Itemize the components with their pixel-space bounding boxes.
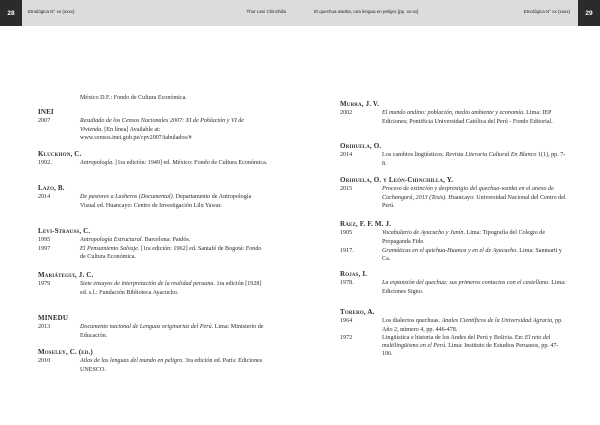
bib-reference: Lingüística e historia de los Andes del Perú y Bolivia. En: El reto del multilingüismo en el Perú. Lima: Instituto de Estudios Peruanos, pp. 47-106.: [382, 334, 559, 358]
bib-author: Levi-Strauss, C.: [38, 227, 91, 235]
bib-item: [340, 317, 568, 334]
left-header-author: Thor Lexi Chinchilla: [246, 9, 286, 14]
bib-author: INEI: [38, 108, 54, 116]
bib-reference: Documento nacional de Lenguas originarias del Perú. Lima: Ministerio de Educación.: [80, 324, 264, 339]
bib-author: Lazo, B.: [38, 184, 65, 192]
bib-entry: [340, 220, 568, 263]
bib-item: [340, 151, 568, 168]
bib-reference: De pastores a Lasheros (Documental). Departamento de Antropología Visual ed. Huancayo: Centro de Investigación Lilu Yawar.: [80, 194, 252, 209]
bib-entry: [38, 227, 268, 261]
bib-item: [340, 334, 568, 359]
bib-author: MINEDU: [38, 314, 69, 322]
bib-item: [38, 117, 268, 142]
bib-year: 2014: [38, 194, 51, 201]
bib-reference: Atlas de las lenguas del mundo en peligro. 3ra edición ed. París: Ediciones UNESCO.: [80, 358, 263, 373]
bib-author: Moseley, C. (ed.): [38, 348, 93, 356]
bib-year: 1992.: [38, 160, 52, 167]
bib-reference: La expansión del quechua: sus primeros contactos con el castellano. Lima: Ediciones Signo.: [382, 280, 566, 295]
bib-author: Kluckhon, C.: [38, 150, 82, 158]
bib-item: [38, 159, 268, 167]
bib-entry: [340, 270, 568, 296]
bib-item: [340, 247, 568, 264]
bib-item: [38, 236, 268, 244]
bib-entry: [38, 184, 268, 210]
bib-reference: Resultado de los Censos Nacionales 2007: XI de Población y VI de Vivienda. [En línea] Available at: www.censos.inei.gob.pe/cpv2007/tabulados/#: [80, 118, 244, 141]
bib-year: 2013: [38, 324, 51, 331]
continuation-line: [38, 94, 310, 102]
bib-year: 2007: [38, 118, 51, 125]
bib-reference: Antropología. [1ra edición: 1949] ed. México: Fondo de Cultura Económica.: [80, 160, 268, 167]
left-header-journal: Etnológica N° xx (xxxx): [28, 9, 75, 14]
right-page: [300, 0, 600, 425]
bib-item: [340, 279, 568, 296]
bib-year: 1995: [38, 237, 51, 244]
bib-year: 1964: [340, 318, 353, 325]
bib-entry: [340, 308, 568, 359]
continuation-text: México D.F.: Fondo de Cultura Económica.: [80, 95, 187, 101]
right-page-header: [300, 0, 600, 26]
left-page-number: 28: [0, 0, 22, 26]
bib-item: [340, 109, 568, 126]
bib-entry: [38, 271, 268, 297]
right-header-journal: Etnológica N° xx (xxxx): [523, 9, 570, 14]
bib-item: [38, 280, 268, 297]
bib-year: 2014: [340, 152, 353, 159]
bib-reference: Proceso de extinción y desprestigio del quechua-wanka en el anexo de Cochangará, 2013 (Tesis). Huancayo: Universidad Nacional del Centro del Perú.: [382, 186, 566, 209]
bib-year: 1978.: [340, 280, 354, 287]
bib-reference: El Pensamiento Salvaje. [1ra edición: 1962] ed. Santafé de Bogotá: Fondo de Cultura Económica.: [80, 245, 262, 260]
bib-entry: [38, 348, 268, 374]
bib-year: 1917.: [340, 247, 354, 254]
right-page-number: 29: [578, 0, 600, 26]
bib-item: [38, 193, 268, 210]
bib-author: Orihuela, O. y León-Chinchilla, Y.: [340, 176, 454, 184]
bib-reference: Los dialectos quechuas. Anales Científicos de la Universidad Agraria, pp. Año 2, número 4, pp. 446-478.: [382, 318, 563, 333]
bib-author: Torero, A.: [340, 308, 375, 316]
bib-year: 2015: [340, 186, 353, 193]
bib-item: [38, 323, 268, 340]
left-page-header: [0, 0, 300, 26]
bib-reference: Gramáticas en el quichua-Huanca y en el de Ayacucho. Lima: Sanmarti y Ca.: [382, 247, 562, 263]
bib-item: [340, 185, 568, 210]
bib-entry: [340, 142, 568, 168]
bib-year: 1972: [340, 334, 353, 341]
bib-year: 2002: [340, 110, 353, 117]
bib-year: 1997: [38, 245, 51, 252]
bib-reference: Vocabulario de Ayacucho y Junín. Lima: Tipografía del Colegio de Propaganda Fide.: [382, 230, 546, 245]
bib-year: 1905: [340, 230, 353, 237]
bib-item: [38, 357, 268, 374]
bib-entry: [340, 100, 568, 126]
bib-item: [340, 229, 568, 246]
bib-author: Rojas, I.: [340, 270, 368, 278]
bib-author: Mariátegui, J. C.: [38, 271, 94, 279]
right-header-title: El quechua wanka, una lengua en peligro [pp. xx-xx]: [314, 9, 419, 14]
bib-year: 2010: [38, 358, 51, 365]
bib-reference: El mundo andino: población, medio ambiente y economía. Lima: IEP Ediciones; Pontificia Universidad Católica del Perú - Fondo Editorial.: [382, 110, 553, 125]
bib-author: Murra, J. V.: [340, 100, 380, 108]
bib-year: 1979: [38, 281, 51, 288]
bib-entry: [38, 150, 268, 168]
bib-reference: Los cambios lingüísticos. Revista Literaria Cultural En Blanco 1(1), pp. 7-8.: [382, 152, 566, 167]
bib-reference: Siete ensayos de interpretación de la realidad peruana. 1ra edición [1928] ed. s.l.: Fundación Biblioteca Ayacucho.: [80, 281, 262, 296]
bib-author: Ráez, F. F. M. J.: [340, 220, 392, 228]
bib-reference: Antropología Estructural. Barcelona: Paidós.: [80, 237, 191, 244]
bib-author: Orihuela, O.: [340, 142, 382, 150]
bib-item: [38, 245, 268, 262]
bib-entry: [38, 314, 268, 340]
bib-entry: [38, 108, 268, 142]
bib-entry: [340, 176, 568, 210]
